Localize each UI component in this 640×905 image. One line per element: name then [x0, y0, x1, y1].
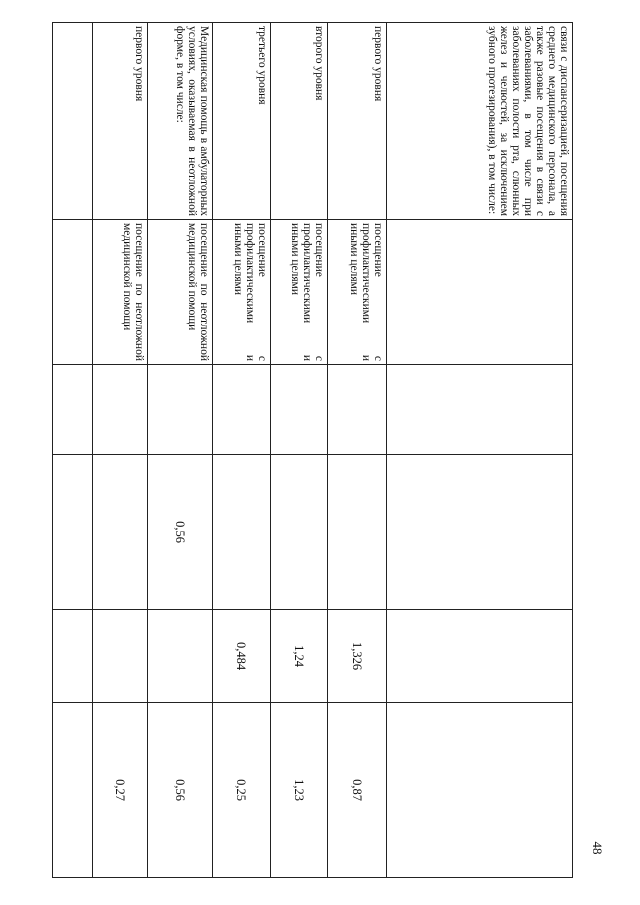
row-value-col6	[387, 703, 573, 878]
table-row	[148, 23, 213, 878]
row-unit: посещение по неотложной медицинской помощи	[93, 220, 148, 365]
row-value-col3	[328, 365, 387, 455]
row-value-col4	[387, 455, 573, 610]
row-label: Медицинская помощь в амбулаторных условиях, оказываемая в неотложной форме, в том числе:	[148, 23, 213, 220]
row-value-col5	[148, 610, 213, 703]
row-value-col5: 1,24	[271, 610, 328, 703]
row-value-col3	[53, 365, 93, 455]
row-value-col5	[93, 610, 148, 703]
row-value-col4	[271, 455, 328, 610]
row-value-col4	[328, 455, 387, 610]
row-value-col5	[387, 610, 573, 703]
table-row	[53, 23, 93, 878]
table-row	[387, 23, 573, 878]
table-row	[93, 23, 148, 878]
row-value-col6: 0,56	[148, 703, 213, 878]
row-unit: посещение с профилактическими и иными целями	[271, 220, 328, 365]
row-value-col4	[213, 455, 271, 610]
row-value-col6	[53, 703, 93, 878]
row-value-col4: 0,56	[148, 455, 213, 610]
table-row	[328, 23, 387, 878]
row-label: третьего уровня	[213, 23, 271, 220]
row-label	[53, 23, 93, 220]
rotated-table-sheet	[53, 22, 573, 877]
row-value-col4	[53, 455, 93, 610]
row-value-col6: 1,23	[271, 703, 328, 878]
page-number: 48	[590, 841, 605, 855]
row-value-col3	[213, 365, 271, 455]
row-unit: посещение с профилактическими и иными целями	[328, 220, 387, 365]
row-value-col5: 1,326	[328, 610, 387, 703]
row-label: второго уровня	[271, 23, 328, 220]
row-value-col6: 0,27	[93, 703, 148, 878]
row-value-col3	[271, 365, 328, 455]
row-value-col4	[93, 455, 148, 610]
row-label: первого уровня	[328, 23, 387, 220]
row-unit: посещение с профилактическими и иными целями	[213, 220, 271, 365]
table-row	[213, 23, 271, 878]
row-value-col6: 0,25	[213, 703, 271, 878]
row-label: первого уровня	[93, 23, 148, 220]
row-unit	[53, 220, 93, 365]
row-value-col5	[53, 610, 93, 703]
table-row	[271, 23, 328, 878]
row-value-col6: 0,87	[328, 703, 387, 878]
row-label: связи с диспансеризацией, посещения среднего медицинского персонала, а также разовые посещения в связи с заболеваниями, в том числе при заболеваниях полости рта, слюнных желез и челюстей, за исключением зубного протезирования), в том числе:	[387, 23, 573, 220]
row-value-col3	[387, 365, 573, 455]
row-value-col3	[93, 365, 148, 455]
row-unit: посещение по неотложной медицинской помощи	[148, 220, 213, 365]
row-unit	[387, 220, 573, 365]
row-value-col3	[148, 365, 213, 455]
row-value-col5: 0,484	[213, 610, 271, 703]
norms-table	[52, 22, 573, 878]
